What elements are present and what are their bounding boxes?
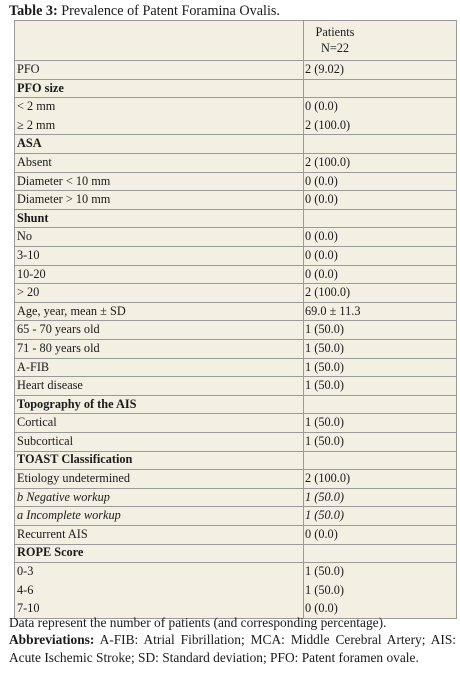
- caption-text: Prevalence of Patent Foramina Ovalis.: [61, 3, 280, 19]
- row-label: 3-10: [17, 247, 40, 262]
- caption-label: Table 3:: [9, 3, 58, 19]
- row-value: 2 (9.02): [305, 62, 344, 76]
- section-heading: TOAST Classification: [17, 452, 133, 467]
- abbreviations-text: A-FIB: Atrial Fibrillation; MCA: Middle Cerebral Artery; AIS: Acute Ischemic Stroke; SD: Standard deviation; PFO: Patent foramen ovale.: [9, 632, 456, 665]
- row-rule: [15, 134, 456, 135]
- row-rule: [15, 432, 456, 433]
- table-row: [15, 153, 456, 172]
- row-value: 1 (50.0): [305, 378, 344, 393]
- row-rule: [15, 320, 456, 321]
- row-label: a Incomplete workup: [17, 508, 121, 523]
- row-value: 0 (0.0): [305, 601, 338, 616]
- table-section-row: [15, 79, 456, 98]
- row-rule: [15, 525, 456, 526]
- row-value: 0 (0.0): [305, 526, 338, 541]
- row-rule: [15, 488, 456, 489]
- table-section-row: [15, 395, 456, 414]
- row-value: 1 (50.0): [305, 489, 344, 504]
- row-rule: [15, 283, 456, 284]
- table-section-row: [15, 134, 456, 153]
- row-rule: [15, 376, 456, 377]
- table-row: [15, 432, 456, 451]
- table-row: [15, 413, 456, 432]
- row-rule: [15, 172, 456, 173]
- row-rule: [15, 469, 456, 470]
- table-section-row: [15, 543, 456, 562]
- table-row: [15, 97, 456, 116]
- table-row: [15, 172, 456, 191]
- row-label: 65 - 70 years old: [17, 322, 100, 337]
- abbreviations-paragraph: [9, 631, 456, 666]
- abbreviations-label: Abbreviations:: [9, 632, 95, 648]
- row-value: 0 (0.0): [305, 192, 338, 207]
- row-rule: [15, 506, 456, 507]
- table-row: [15, 469, 456, 488]
- row-rule: [15, 451, 456, 452]
- section-heading: Shunt: [17, 210, 49, 225]
- table-header: [15, 21, 456, 60]
- row-rule: [15, 395, 456, 396]
- section-heading: PFO size: [17, 80, 64, 95]
- table-notes: [9, 614, 456, 666]
- table-row: [15, 60, 456, 79]
- table-row: [15, 116, 456, 135]
- row-value: 1 (50.0): [305, 433, 344, 448]
- row-rule: [15, 209, 456, 210]
- table-row: [15, 339, 456, 358]
- row-value: 69.0 ± 11.3: [305, 303, 361, 318]
- row-value: 1 (50.0): [305, 340, 344, 355]
- row-rule: [15, 190, 456, 191]
- table-row: [15, 265, 456, 284]
- row-rule: [15, 153, 456, 154]
- row-value: 2 (100.0): [305, 471, 351, 486]
- row-value: 1 (50.0): [305, 322, 344, 337]
- row-value: 2 (100.0): [305, 285, 351, 300]
- row-rule: [15, 97, 456, 98]
- row-rule: [15, 227, 456, 228]
- row-label: ≥ 2 mm: [17, 117, 56, 132]
- row-value: 0 (0.0): [305, 173, 338, 188]
- table-row: [15, 227, 456, 246]
- row-label: 71 - 80 years old: [17, 340, 100, 355]
- table-row: [15, 506, 456, 525]
- table-row: [15, 320, 456, 339]
- header-line-patients: Patients: [315, 25, 355, 39]
- row-rule: [15, 339, 456, 340]
- row-label: 10-20: [17, 266, 46, 281]
- row-label: Diameter > 10 mm: [17, 192, 111, 207]
- table-row: [15, 302, 456, 321]
- header-line-n: N=22: [320, 41, 350, 55]
- table-row: [15, 283, 456, 302]
- row-label: > 20: [17, 285, 40, 300]
- row-label: < 2 mm: [17, 99, 56, 114]
- row-value: 1 (50.0): [305, 508, 344, 523]
- table-row: [15, 488, 456, 507]
- table-row: [15, 358, 456, 377]
- table-caption: [9, 3, 280, 20]
- row-label: Absent: [17, 154, 52, 169]
- table-row: [15, 562, 456, 581]
- row-label: Subcortical: [17, 433, 74, 448]
- row-label: Etiology undetermined: [17, 471, 131, 486]
- row-rule: [15, 544, 456, 545]
- row-label: Heart disease: [17, 378, 83, 393]
- table-row: [15, 581, 456, 600]
- table-row: [15, 246, 456, 265]
- row-label: Recurrent AIS: [17, 526, 88, 541]
- row-label: PFO: [17, 62, 40, 76]
- row-value: 0 (0.0): [305, 229, 338, 244]
- row-label: 7-10: [17, 601, 40, 616]
- table-section-row: [15, 209, 456, 228]
- row-value: 1 (50.0): [305, 582, 344, 597]
- row-label: Age, year, mean ± SD: [17, 303, 126, 318]
- row-value: 0 (0.0): [305, 247, 338, 262]
- header-rule: [15, 60, 456, 61]
- patients-column-header: [306, 24, 364, 56]
- row-rule: [15, 413, 456, 414]
- prevalence-table: [14, 20, 457, 619]
- row-label: 0-3: [17, 564, 34, 579]
- row-value: 2 (100.0): [305, 117, 351, 132]
- row-label: 4-6: [17, 582, 34, 597]
- row-value: 1 (50.0): [305, 564, 344, 579]
- row-rule: [15, 562, 456, 563]
- row-label: Diameter < 10 mm: [17, 173, 111, 188]
- row-rule: [15, 246, 456, 247]
- row-rule: [15, 302, 456, 303]
- row-label: Cortical: [17, 415, 57, 430]
- section-heading: ASA: [17, 136, 42, 151]
- notes-data-line: Data represent the number of patients (and corresponding percentage).: [9, 615, 387, 630]
- table-row: [15, 525, 456, 544]
- table-row: [15, 376, 456, 395]
- section-heading: ROPE Score: [17, 545, 84, 560]
- row-label: b Negative workup: [17, 489, 110, 504]
- row-label: A-FIB: [17, 359, 50, 374]
- table-row: [15, 190, 456, 209]
- section-heading: Topography of the AIS: [17, 396, 137, 411]
- row-value: 2 (100.0): [305, 154, 351, 169]
- row-rule: [15, 79, 456, 80]
- row-rule: [15, 265, 456, 266]
- row-rule: [15, 358, 456, 359]
- row-value: 0 (0.0): [305, 266, 338, 281]
- table-section-row: [15, 450, 456, 469]
- row-value: 1 (50.0): [305, 359, 344, 374]
- row-label: No: [17, 229, 33, 244]
- row-value: 0 (0.0): [305, 99, 338, 114]
- row-value: 1 (50.0): [305, 415, 344, 430]
